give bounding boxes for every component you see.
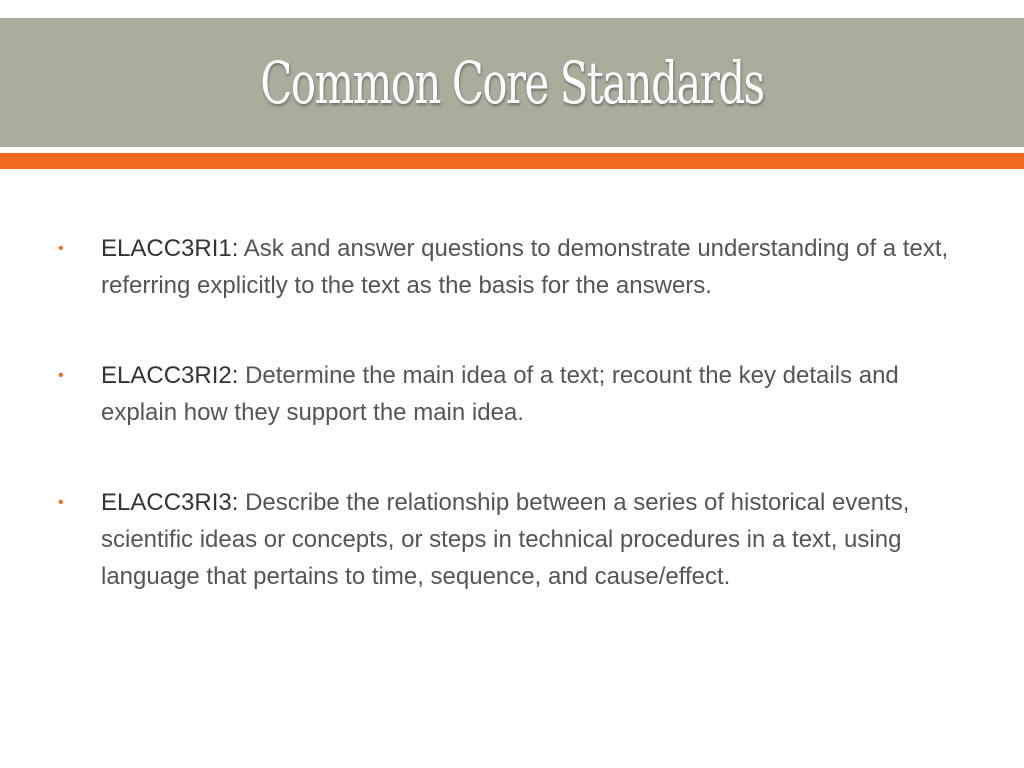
list-item xyxy=(58,357,968,431)
standard-text: Describe the relationship between a series of historical events, scientific ideas or concepts, or steps in technical procedures in a text, using language that pertains to time, sequence, and cause/effect. xyxy=(101,489,910,590)
standard-text: Determine the main idea of a text; recount the key details and explain how they support the main idea. xyxy=(101,362,899,426)
standard-code: ELACC3RI1: xyxy=(101,235,239,262)
slide-title: Common Core Standards xyxy=(260,48,764,117)
standard-text: Ask and answer questions to demonstrate understanding of a text, referring explicitly to the text as the basis for the answers. xyxy=(101,235,949,299)
accent-bar xyxy=(0,153,1024,169)
bullet-icon: • xyxy=(58,494,64,511)
standard-code: ELACC3RI3: xyxy=(101,489,239,516)
bullet-icon: • xyxy=(58,367,64,384)
list-item xyxy=(58,230,968,304)
list-item xyxy=(58,484,968,595)
bullet-list xyxy=(58,230,968,648)
bullet-icon: • xyxy=(58,240,64,257)
standard-code: ELACC3RI2: xyxy=(101,362,239,389)
